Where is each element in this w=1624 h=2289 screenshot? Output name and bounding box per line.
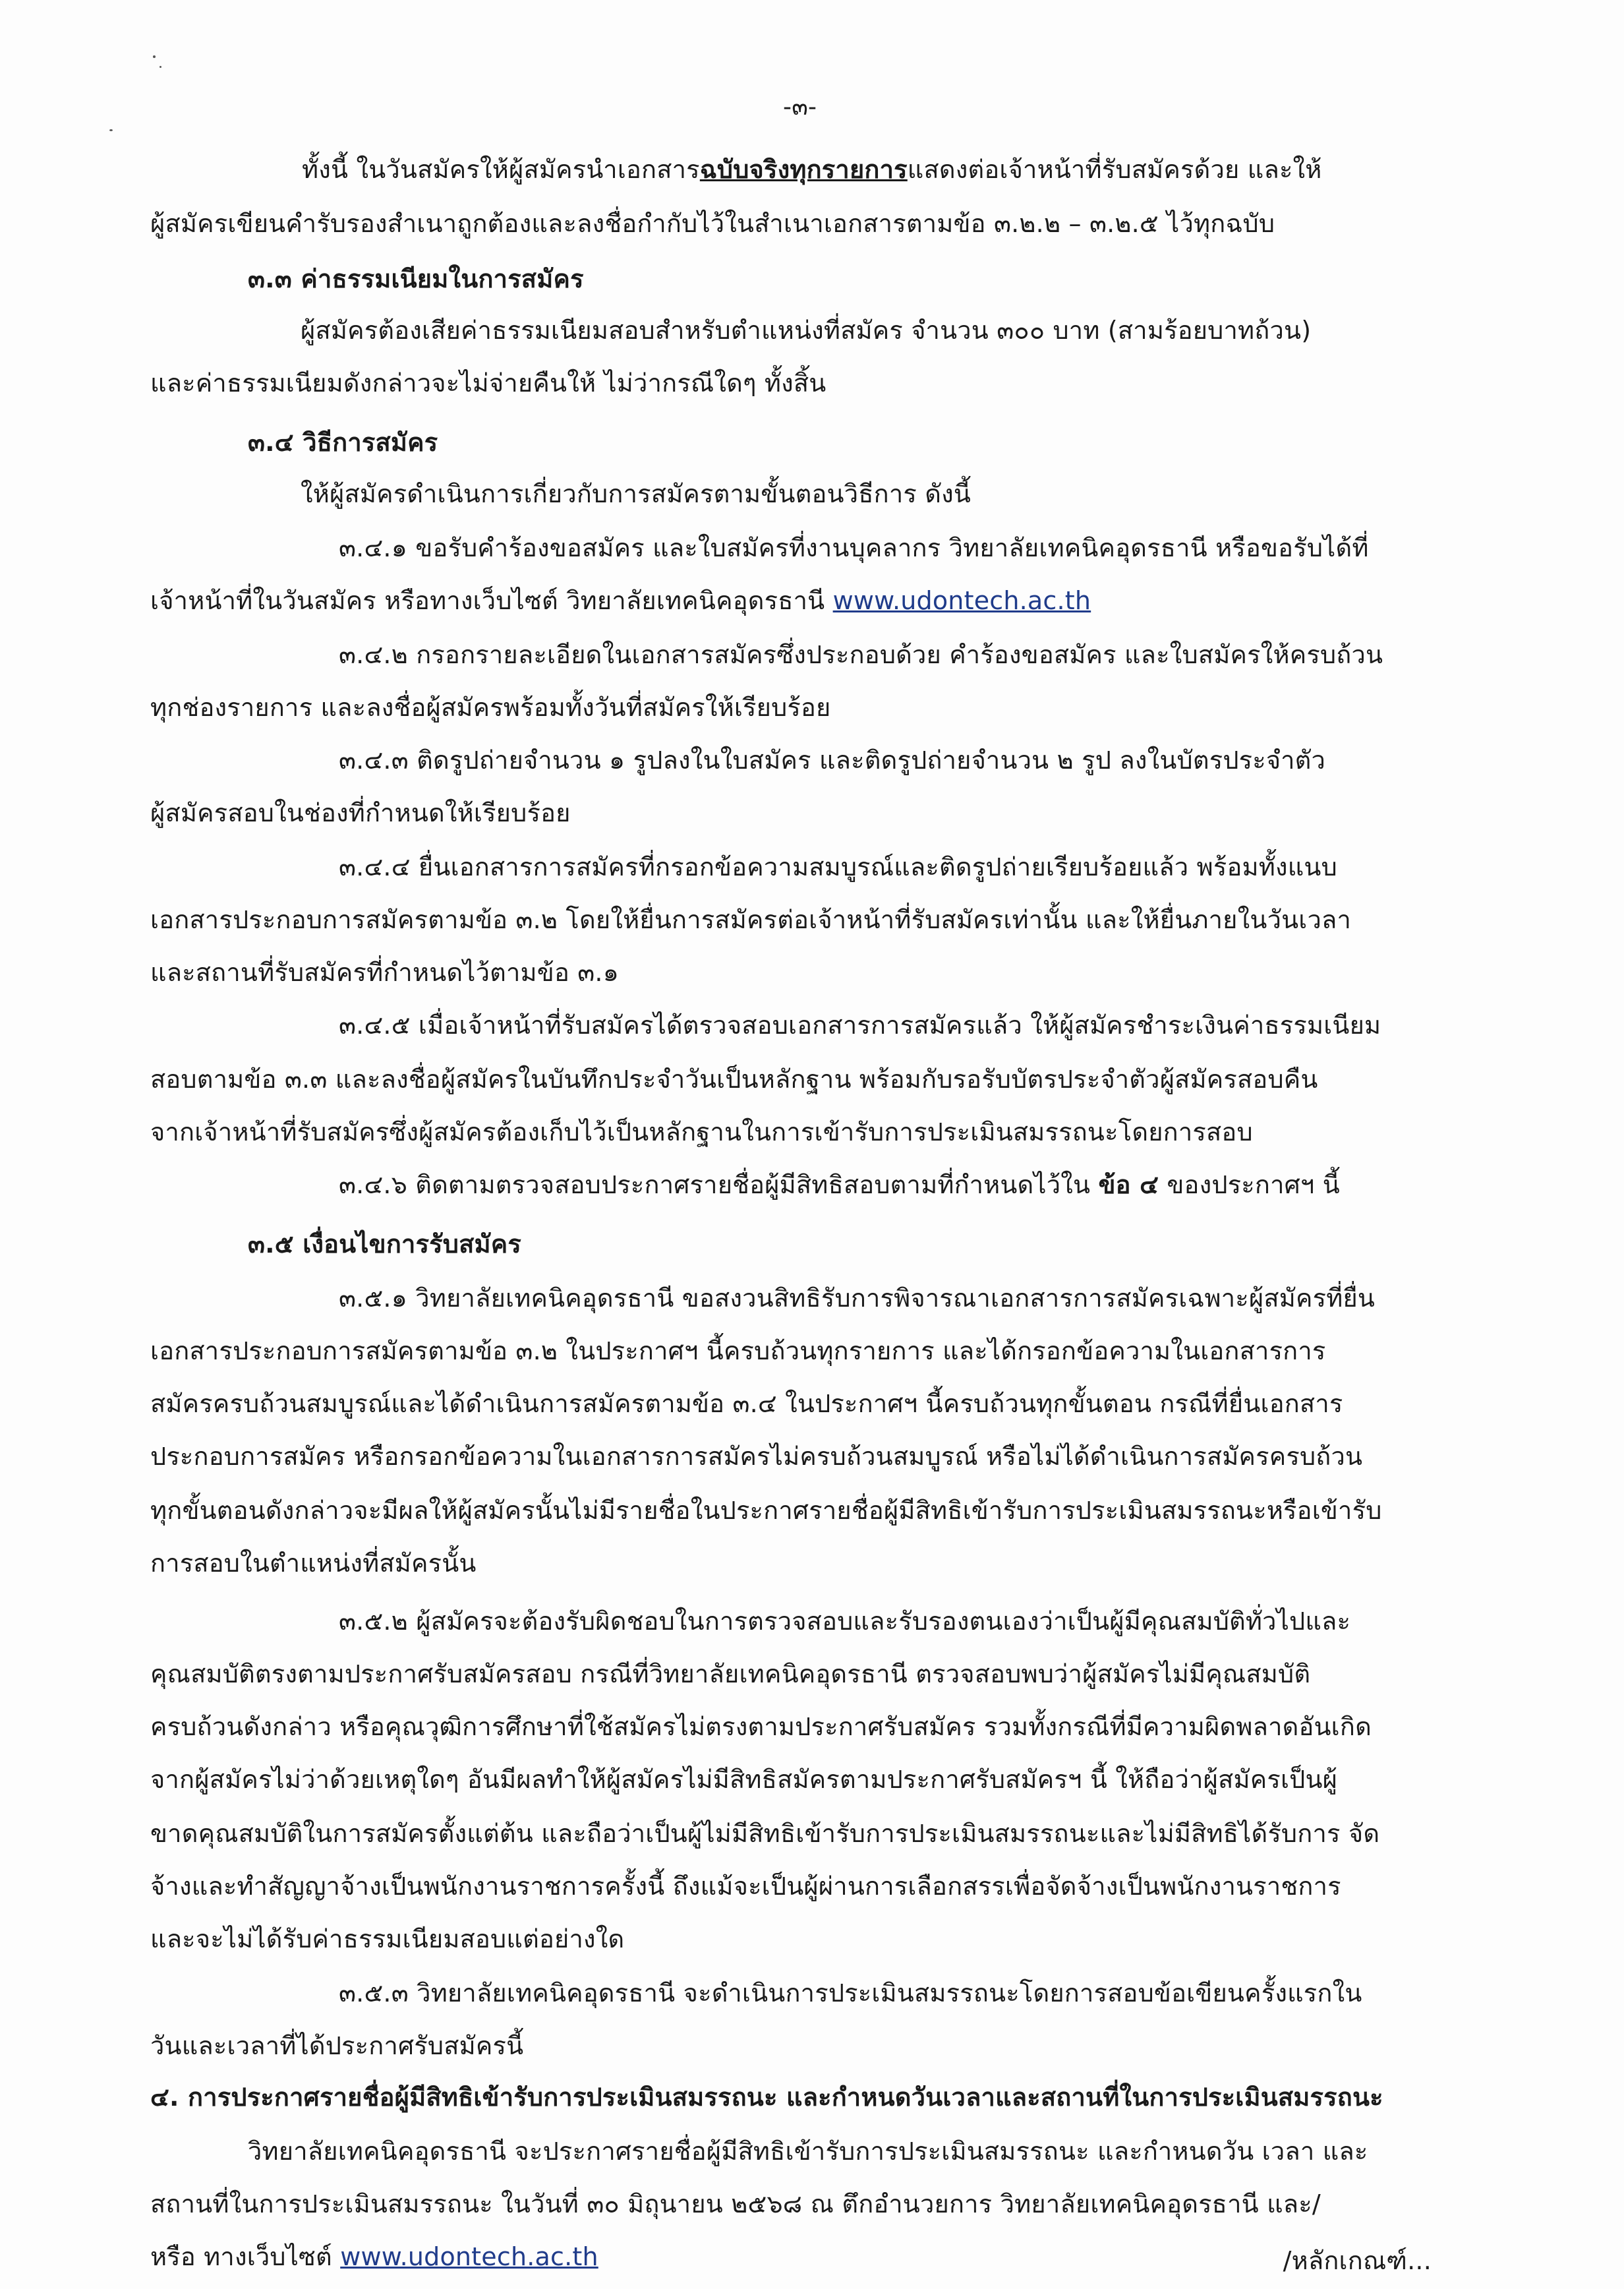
paragraph-line: วันและเวลาที่ได้ประกาศรับสมัครนี้ (150, 2031, 524, 2060)
paragraph-line: ๓.๔.๒ กรอกรายละเอียดในเอกสารสมัครซึ่งประกอบด้วย คำร้องขอสมัคร และใบสมัครให้ครบถ้วน (339, 640, 1383, 669)
page-number: -๓- (783, 94, 817, 121)
paragraph-line: ๓.๕.๓ วิทยาลัยเทคนิคอุดรธานี จะดำเนินการประเมินสมรรถนะโดยการสอบข้อเขียนครั้งแรกใน (339, 1978, 1362, 2007)
line-text: แสดงต่อเจ้าหน้าที่รับสมัครด้วย และให้ (907, 155, 1322, 184)
paragraph-line: และค่าธรรมเนียมดังกล่าวจะไม่จ่ายคืนให้ ไม่ว่ากรณีใดๆ ทั้งสิ้น (150, 369, 826, 398)
paragraph-line: ๓.๕.๑ วิทยาลัยเทคนิคอุดรธานี ขอสงวนสิทธิรับการพิจารณาเอกสารการสมัครเฉพาะผู้สมัครที่ยื่น (339, 1284, 1376, 1313)
paragraph-line: การสอบในตำแหน่งที่สมัครนั้น (150, 1549, 477, 1578)
paragraph-line: ๓.๕.๒ ผู้สมัครจะต้องรับผิดชอบในการตรวจสอบและรับรองตนเองว่าเป็นผู้มีคุณสมบัติทั่วไปและ (339, 1607, 1351, 1636)
section-heading: ๓.๓ ค่าธรรมเนียมในการสมัคร (248, 264, 584, 293)
paragraph-line: และสถานที่รับสมัครที่กำหนดไว้ตามข้อ ๓.๑ (150, 958, 620, 987)
paragraph-line: วิทยาลัยเทคนิคอุดรธานี จะประกาศรายชื่อผู้มีสิทธิเข้ารับการประเมินสมรรถนะ และกำหนดวัน เวลา และ (248, 2137, 1368, 2166)
paragraph-line: ๓.๔.๓ ติดรูปถ่ายจำนวน ๑ รูปลงในใบสมัคร และติดรูปถ่ายจำนวน ๒ รูป ลงในบัตรประจำตัว (339, 746, 1326, 775)
section-heading: ๔. การประกาศรายชื่อผู้มีสิทธิเข้ารับการประเมินสมรรถนะ และกำหนดวันเวลาและสถานที่ในการประเมินสมรรถนะ (150, 2083, 1383, 2112)
line-text: ๓.๔.๖ ติดตามตรวจสอบประกาศรายชื่อผู้มีสิทธิสอบตามที่กำหนดไว้ใน (339, 1170, 1099, 1199)
paragraph-line: ๓.๔.๔ ยื่นเอกสารการสมัครที่กรอกข้อความสมบูรณ์และติดรูปถ่ายเรียบร้อยแล้ว พร้อมทั้งแนบ (339, 852, 1337, 881)
line-text: เจ้าหน้าที่ในวันสมัคร หรือทางเว็บไซต์ วิทยาลัยเทคนิคอุดรธานี (150, 586, 833, 615)
paragraph-line: สถานที่ในการประเมินสมรรถนะ ในวันที่ ๓๐ มิถุนายน ๒๕๖๘ ณ ตึกอำนวยการ วิทยาลัยเทคนิคอุดรธานี และ/ (150, 2189, 1321, 2218)
paragraph-line: จ้างและทำสัญญาจ้างเป็นพนักงานราชการครั้งนี้ ถึงแม้จะเป็นผู้ผ่านการเลือกสรรเพื่อจัดจ้างเป็นพนักงานราชการ (150, 1872, 1341, 1901)
website-link[interactable]: www.udontech.ac.th (832, 586, 1091, 615)
paragraph-line: ประกอบการสมัคร หรือกรอกข้อความในเอกสารการสมัครไม่ครบถ้วนสมบูรณ์ หรือไม่ได้ดำเนินการสมัครครบถ้วน (150, 1442, 1363, 1471)
paragraph-line: ๓.๔.๕ เมื่อเจ้าหน้าที่รับสมัครได้ตรวจสอบเอกสารการสมัครแล้ว ให้ผู้สมัครชำระเงินค่าธรรมเนียม (339, 1011, 1381, 1040)
paragraph-line (150, 2240, 598, 2273)
paragraph-line: ผู้สมัครเขียนคำรับรองสำเนาถูกต้องและลงชื่อกำกับไว้ในสำเนาเอกสารตามข้อ ๓.๒.๒ – ๓.๒.๕ ไว้ทุกฉบับ (150, 209, 1275, 238)
line-text: ทั้งนี้ ในวันสมัครให้ผู้สมัครนำเอกสาร (302, 155, 700, 184)
emphasis-text: ข้อ ๔ (1098, 1170, 1159, 1199)
paragraph-line (302, 153, 1322, 186)
section-heading: ๓.๔ วิธีการสมัคร (248, 428, 438, 457)
paragraph-line: ผู้สมัครสอบในช่องที่กำหนดให้เรียบร้อย (150, 798, 571, 827)
paragraph-line: ทุกช่องรายการ และลงชื่อผู้สมัครพร้อมทั้งวันที่สมัครให้เรียบร้อย (150, 693, 831, 722)
continuation-note: /หลักเกณฑ์... (1283, 2246, 1432, 2275)
website-link[interactable]: www.udontech.ac.th (340, 2242, 598, 2271)
paragraph-line (339, 1168, 1340, 1201)
scan-speck (109, 129, 113, 131)
paragraph-line: และจะไม่ได้รับค่าธรรมเนียมสอบแต่อย่างใด (150, 1924, 625, 1953)
paragraph-line: สอบตามข้อ ๓.๓ และลงชื่อผู้สมัครในบันทึกประจำวันเป็นหลักฐาน พร้อมกับรอรับบัตรประจำตัวผู้สมัครสอบคืน (150, 1065, 1318, 1094)
paragraph-line (150, 584, 1091, 617)
paragraph-line: จากผู้สมัครไม่ว่าด้วยเหตุใดๆ อันมีผลทำให้ผู้สมัครไม่มีสิทธิสมัครตามประกาศรับสมัครฯ นี้ ให้ถือว่าผู้สมัครเป็นผู้ (150, 1765, 1338, 1794)
emphasis-text: ฉบับจริงทุกรายการ (699, 155, 908, 184)
paragraph-line: คุณสมบัติตรงตามประกาศรับสมัครสอบ กรณีที่วิทยาลัยเทคนิคอุดรธานี ตรวจสอบพบว่าผู้สมัครไม่มีคุณสมบัติ (150, 1659, 1311, 1688)
paragraph-line: ให้ผู้สมัครดำเนินการเกี่ยวกับการสมัครตามขั้นตอนวิธีการ ดังนี้ (301, 479, 972, 508)
scan-speck (153, 55, 156, 58)
paragraph-line: ๓.๔.๑ ขอรับคำร้องขอสมัคร และใบสมัครที่งานบุคลากร วิทยาลัยเทคนิคอุดรธานี หรือขอรับได้ที่ (339, 533, 1369, 562)
paragraph-line: ครบถ้วนดังกล่าว หรือคุณวุฒิการศึกษาที่ใช้สมัครไม่ตรงตามประกาศรับสมัคร รวมทั้งกรณีที่มีความผิดพลาดอันเกิด (150, 1712, 1372, 1741)
paragraph-line: ทุกขั้นตอนดังกล่าวจะมีผลให้ผู้สมัครนั้นไม่มีรายชื่อในประกาศรายชื่อผู้มีสิทธิเข้ารับการประเมินสมรรถนะหรือเข้ารับ (150, 1496, 1382, 1525)
paragraph-line: สมัครครบถ้วนสมบูรณ์และได้ดำเนินการสมัครตามข้อ ๓.๔ ในประกาศฯ นี้ครบถ้วนทุกขั้นตอน กรณีที่ยื่นเอกสาร (150, 1389, 1343, 1418)
paragraph-line: เอกสารประกอบการสมัครตามข้อ ๓.๒ ในประกาศฯ นี้ครบถ้วนทุกรายการ และได้กรอกข้อความในเอกสารการ (150, 1336, 1326, 1365)
scan-speck (160, 66, 161, 68)
paragraph-line: เอกสารประกอบการสมัครตามข้อ ๓.๒ โดยให้ยื่นการสมัครต่อเจ้าหน้าที่รับสมัครเท่านั้น และให้ยื่นภายในวันเวลา (150, 905, 1352, 934)
paragraph-line: จากเจ้าหน้าที่รับสมัครซึ่งผู้สมัครต้องเก็บไว้เป็นหลักฐานในการเข้ารับการประเมินสมรรถนะโดยการสอบ (150, 1117, 1253, 1146)
section-heading: ๓.๕ เงื่อนไขการรับสมัคร (248, 1230, 521, 1259)
line-text: หรือ ทางเว็บไซต์ (150, 2242, 341, 2271)
paragraph-line: ผู้สมัครต้องเสียค่าธรรมเนียมสอบสำหรับตำแหน่งที่สมัคร จำนวน ๓๐๐ บาท (สามร้อยบาทถ้วน) (301, 316, 1312, 345)
paragraph-line: ขาดคุณสมบัติในการสมัครตั้งแต่ต้น และถือว่าเป็นผู้ไม่มีสิทธิเข้ารับการประเมินสมรรถนะและไม่มีสิทธิได้รับการ จัด (150, 1819, 1380, 1848)
line-text: ของประกาศฯ นี้ (1159, 1170, 1340, 1199)
